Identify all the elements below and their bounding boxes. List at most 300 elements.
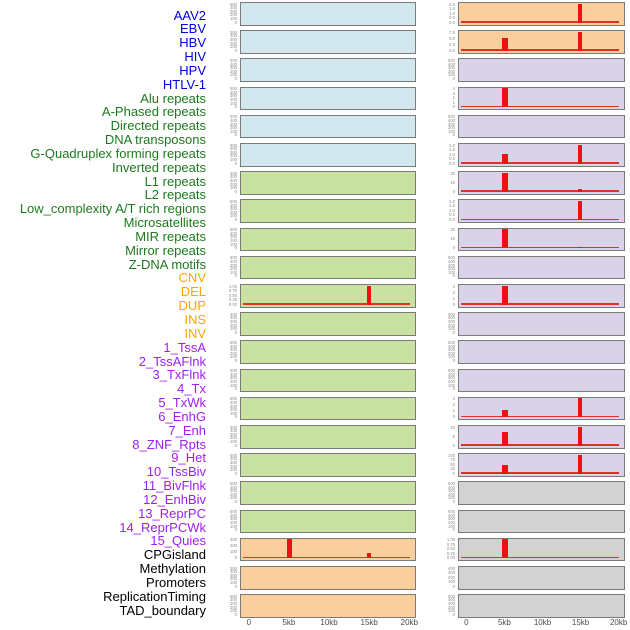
y-tick-label: 200: [229, 40, 237, 46]
y-tick-label: 0: [234, 330, 237, 335]
y-tick-label: 300: [229, 573, 237, 578]
y-tick-label: 400: [447, 61, 455, 67]
y-tick-label: 100: [229, 72, 237, 78]
y-tick-label: 0: [234, 358, 237, 363]
y-tick-label: 500: [447, 368, 455, 374]
y-tick-label: 0: [452, 612, 455, 617]
y-tick-label: 300: [229, 347, 237, 353]
y-tick-label: 400: [229, 400, 237, 405]
y-tick-label: 400: [229, 202, 237, 208]
x-tick-label: 10kb: [533, 618, 552, 627]
feature-label-10-tssbiv: 10_TssBiv: [146, 464, 206, 480]
y-tick-label: 0: [452, 358, 455, 363]
x-tick-label: 15kb: [360, 618, 378, 627]
y-tick-label: 2.0: [449, 1, 455, 7]
y-tick-label: 300: [229, 460, 237, 465]
feature-label-14-reprpcwk: 14_ReprPCWk: [119, 519, 206, 535]
y-tick-label: 0: [452, 245, 455, 251]
y-tick-label: 500: [447, 58, 455, 63]
y-tick-label: 300: [229, 537, 237, 543]
y-tick-label: 1: [452, 100, 455, 105]
feature-label-ins: INS: [184, 311, 206, 327]
signal-baseline: [243, 303, 410, 304]
signal-spike: [578, 427, 582, 446]
y-tick-label: 100: [229, 354, 237, 360]
track-inv: [458, 30, 625, 54]
track-15-quies: [458, 453, 625, 477]
signal-spike: [578, 455, 582, 474]
y-tick-label: 0: [234, 48, 237, 53]
track-2-tssaflnk: [458, 87, 625, 111]
y-tick-label: 200: [229, 210, 237, 215]
y-tick-label: 1.00: [446, 537, 455, 543]
track-4-tx: [458, 143, 625, 167]
y-tick-label: 500: [447, 481, 455, 486]
track-l1-repeats: [240, 340, 416, 364]
y-tick-label: 200: [447, 574, 455, 580]
y-tick-label: 200: [229, 153, 237, 159]
feature-label-mir-repeats: MIR repeats: [135, 228, 206, 244]
y-tick-label: 300: [447, 319, 455, 324]
signal-spike: [578, 398, 582, 417]
y-tick-label: 200: [229, 322, 237, 328]
track-ins: [458, 2, 625, 26]
y-tick-label: 200: [447, 266, 455, 272]
y-tick-label: 1.00: [228, 283, 237, 289]
y-tick-label: 200: [447, 520, 455, 525]
track-htlv-1: [240, 143, 416, 167]
signal-spike: [578, 32, 582, 51]
x-tick-label: 15kb: [571, 618, 590, 627]
y-tick-label: 0.0: [449, 217, 455, 222]
feature-label-g-quadruplex-forming-repeats: G-Quadruplex forming repeats: [30, 145, 206, 161]
track-hpv: [240, 115, 416, 139]
feature-label-low-complexity-a-t-rich-regions: Low_complexity A/T rich regions: [19, 201, 206, 217]
y-tick-label: 300: [229, 178, 237, 183]
signal-baseline: [243, 557, 410, 558]
y-tick-label: 5: [452, 433, 455, 439]
y-tick-label: 2: [452, 289, 455, 295]
y-tick-label: 500: [229, 1, 237, 7]
signal-baseline: [461, 416, 619, 417]
y-tick-label: 400: [447, 597, 455, 603]
y-tick-label: 0.5: [449, 15, 455, 21]
y-tick-label: 100: [447, 495, 455, 501]
y-tick-label: 0.00: [446, 555, 455, 561]
signal-spike: [578, 247, 582, 249]
y-tick-label: 20: [450, 171, 455, 176]
y-tick-label: 300: [447, 121, 455, 127]
y-tick-label: 0: [234, 612, 237, 617]
y-tick-label: 200: [229, 12, 237, 18]
feature-label-inv: INV: [184, 325, 206, 341]
feature-label-l2-repeats: L2 repeats: [144, 187, 206, 203]
track-mir-repeats: [240, 453, 416, 477]
feature-label-htlv-1: HTLV-1: [162, 76, 206, 92]
y-tick-label: 1.0: [449, 208, 455, 213]
track-a-phased-repeats: [240, 199, 416, 223]
y-tick-label: 100: [447, 382, 455, 388]
signal-baseline: [461, 21, 619, 22]
y-tick-label: 300: [229, 488, 237, 494]
y-tick-label: 400: [447, 259, 455, 264]
y-tick-label: 100: [229, 608, 237, 614]
y-tick-label: 200: [229, 238, 237, 243]
signal-baseline: [461, 303, 619, 304]
track-methylation: [458, 510, 625, 534]
y-tick-label: 0: [452, 76, 455, 81]
y-tick-label: 2.5: [449, 42, 455, 47]
feature-label-4-tx: 4_Tx: [177, 381, 206, 397]
y-tick-label: 200: [229, 435, 237, 441]
y-tick-label: 400: [447, 565, 455, 571]
y-tick-label: 0: [234, 414, 237, 420]
y-tick-label: 500: [229, 594, 237, 599]
y-tick-label: 0: [452, 386, 455, 392]
y-tick-label: 100: [447, 72, 455, 78]
y-tick-label: 400: [229, 456, 237, 462]
track-g-quadruplex-forming-repeats: [240, 284, 416, 308]
track-z-dna-motifs: [240, 510, 416, 534]
track-7-enh: [458, 228, 625, 252]
signal-spike: [502, 432, 508, 446]
track-inverted-repeats: [240, 312, 416, 336]
track-1-tssa: [458, 58, 625, 82]
y-tick-label: 2.0: [449, 142, 455, 148]
y-tick-label: 0: [452, 471, 455, 476]
y-tick-label: 3: [452, 283, 455, 289]
y-tick-label: 0: [452, 414, 455, 420]
y-tick-label: 500: [229, 396, 237, 402]
y-tick-label: 100: [229, 467, 237, 473]
y-tick-label: 300: [229, 432, 237, 437]
y-tick-label: 500: [229, 199, 237, 204]
feature-label-z-dna-motifs: Z-DNA motifs: [128, 256, 206, 272]
y-tick-label: 400: [229, 5, 237, 11]
y-tick-label: 1.5: [449, 203, 455, 209]
y-tick-label: 100: [229, 382, 237, 388]
y-tick-label: 300: [447, 375, 455, 381]
y-tick-label: 0.50: [228, 292, 237, 298]
y-tick-label: 300: [229, 37, 237, 42]
y-tick-label: 200: [229, 576, 237, 582]
feature-label-alu-repeats: Alu repeats: [140, 90, 206, 106]
y-tick-label: 100: [229, 439, 237, 444]
y-tick-label: 0.5: [449, 212, 455, 218]
y-tick-label: 300: [447, 601, 455, 606]
y-tick-label: 100: [229, 213, 237, 219]
track-low-complexity-a-t-rich-regions: [240, 397, 416, 421]
y-tick-label: 100: [229, 580, 237, 585]
y-tick-label: 500: [229, 509, 237, 515]
y-tick-label: 0.0: [449, 48, 455, 53]
y-tick-label: 1.0: [449, 10, 455, 16]
y-tick-label: 2.0: [449, 199, 455, 204]
y-tick-label: 0.25: [446, 551, 455, 556]
y-tick-label: 300: [447, 570, 455, 576]
track-6-enhg: [458, 199, 625, 223]
y-tick-label: 300: [447, 65, 455, 71]
y-tick-label: 400: [229, 259, 237, 264]
y-tick-label: 200: [447, 351, 455, 356]
y-tick-label: 400: [229, 428, 237, 434]
signal-spike: [502, 286, 508, 305]
signal-spike: [502, 410, 508, 418]
feature-label-hpv: HPV: [179, 62, 206, 78]
y-tick-label: 200: [229, 181, 237, 187]
y-tick-label: 0: [452, 104, 455, 110]
y-tick-label: 300: [229, 516, 237, 522]
signal-spike: [502, 229, 508, 248]
y-tick-label: 0: [234, 471, 237, 476]
x-tick-label: 0: [464, 618, 469, 627]
track-8-znf-rpts: [458, 256, 625, 280]
y-tick-label: 100: [229, 241, 237, 247]
track-cnv: [240, 538, 416, 562]
y-tick-label: 0.50: [446, 546, 455, 552]
y-tick-label: 500: [447, 255, 455, 261]
y-tick-label: 100: [229, 523, 237, 529]
y-tick-label: 500: [229, 424, 237, 430]
feature-label-1-tssa: 1_TssA: [163, 339, 206, 355]
track-13-reprpc: [458, 397, 625, 421]
y-tick-label: 0: [234, 527, 237, 533]
y-tick-label: 0.00: [228, 301, 237, 307]
signal-baseline: [461, 247, 619, 248]
y-tick-label: 500: [229, 312, 237, 317]
y-tick-label: 300: [447, 488, 455, 494]
y-tick-label: 200: [229, 125, 237, 131]
y-tick-label: 0: [234, 19, 237, 25]
signal-baseline: [461, 444, 619, 445]
feature-label-11-bivflnk: 11_BivFlnk: [142, 478, 206, 494]
feature-label-dup: DUP: [178, 298, 206, 314]
y-tick-label: 100: [447, 453, 455, 458]
y-tick-label: 0.75: [228, 288, 237, 294]
signal-spike: [367, 553, 371, 558]
y-tick-label: 500: [447, 312, 455, 317]
y-tick-label: 100: [229, 185, 237, 191]
y-tick-label: 300: [229, 262, 237, 268]
track-hbv: [240, 58, 416, 82]
y-tick-label: 0.5: [449, 156, 455, 162]
y-tick-label: 500: [229, 227, 237, 233]
y-tick-label: 100: [447, 270, 455, 275]
y-tick-label: 100: [229, 129, 237, 134]
y-tick-label: 0: [234, 76, 237, 81]
track-mirror-repeats: [240, 481, 416, 505]
y-tick-label: 1: [452, 295, 455, 301]
feature-label-3-txflnk: 3_TxFlnk: [152, 367, 206, 383]
y-tick-label: 0: [452, 330, 455, 335]
y-tick-label: 400: [447, 343, 455, 349]
y-tick-label: 1.0: [449, 151, 455, 157]
y-tick-label: 400: [229, 597, 237, 603]
y-tick-label: 300: [229, 150, 237, 155]
track-replicationtiming: [458, 566, 625, 590]
y-tick-label: 300: [447, 516, 455, 522]
feature-label-15-quies: 15_Quies: [150, 533, 206, 549]
track-tad-boundary: [458, 594, 625, 618]
feature-label-replicationtiming: ReplicationTiming: [103, 588, 206, 604]
y-tick-label: 1.5: [449, 147, 455, 153]
y-tick-label: 200: [447, 379, 455, 384]
y-tick-label: 400: [447, 372, 455, 377]
y-tick-label: 0.75: [446, 542, 455, 547]
x-tick-label: 5kb: [497, 618, 511, 627]
y-tick-label: 400: [229, 146, 237, 152]
y-tick-label: 500: [229, 114, 237, 120]
y-tick-label: 100: [229, 270, 237, 275]
y-tick-label: 100: [447, 523, 455, 529]
y-tick-label: 400: [229, 61, 237, 67]
y-tick-label: 400: [229, 484, 237, 490]
track-ebv: [240, 30, 416, 54]
y-tick-label: 400: [229, 315, 237, 321]
y-tick-label: 200: [447, 604, 455, 610]
track-10-tssbiv: [458, 312, 625, 336]
y-tick-label: 0: [234, 442, 237, 448]
signal-baseline: [461, 557, 619, 558]
feature-label-13-reprpc: 13_ReprPC: [138, 505, 206, 521]
track-hiv: [240, 87, 416, 111]
y-tick-label: 200: [229, 604, 237, 610]
y-tick-label: 0: [234, 273, 237, 279]
feature-label-12-enhbiv: 12_EnhBiv: [143, 491, 206, 507]
y-tick-label: 0: [234, 160, 237, 166]
y-tick-label: 100: [447, 326, 455, 332]
signal-spike: [578, 201, 582, 220]
y-tick-label: 200: [229, 97, 237, 102]
y-tick-label: 1: [452, 408, 455, 414]
feature-label-dna-transposons: DNA transposons: [104, 132, 206, 148]
y-tick-label: 100: [229, 157, 237, 162]
y-tick-label: 0: [452, 189, 455, 194]
y-tick-label: 3: [452, 396, 455, 402]
track-dup: [240, 594, 416, 618]
track-14-reprpcwk: [458, 425, 625, 449]
y-tick-label: 500: [229, 481, 237, 486]
y-tick-label: 1.5: [449, 6, 455, 12]
y-tick-label: 200: [229, 407, 237, 413]
y-tick-label: 300: [229, 234, 237, 240]
y-tick-label: 0: [452, 301, 455, 307]
feature-label-hbv: HBV: [179, 35, 206, 51]
feature-label-tad-boundary: TAD_boundary: [119, 602, 206, 618]
feature-label-directed-repeats: Directed repeats: [110, 118, 206, 134]
y-tick-label: 500: [229, 142, 237, 148]
y-tick-label: 0: [452, 527, 455, 533]
y-tick-label: 200: [229, 463, 237, 469]
y-tick-label: 500: [447, 114, 455, 120]
feature-label-9-het: 9_Het: [171, 450, 206, 466]
y-tick-label: 3: [452, 91, 455, 96]
y-tick-label: 300: [447, 262, 455, 268]
feature-label-6-enhg: 6_EnhG: [158, 408, 206, 424]
y-tick-label: 400: [229, 118, 237, 123]
track-9-het: [458, 284, 625, 308]
y-tick-label: 0: [234, 189, 237, 194]
y-tick-label: 300: [229, 93, 237, 99]
y-tick-label: 0: [234, 132, 237, 138]
y-tick-label: 400: [229, 90, 237, 95]
y-tick-label: 300: [229, 206, 237, 212]
signal-baseline: [461, 190, 619, 191]
track-microsatellites: [240, 425, 416, 449]
signal-baseline: [461, 106, 619, 107]
track-12-enhbiv: [458, 369, 625, 393]
feature-label-cpgisland: CPGisland: [143, 547, 206, 563]
track-l2-repeats: [240, 369, 416, 393]
track-aav2: [240, 2, 416, 26]
y-tick-label: 300: [229, 319, 237, 324]
y-tick-label: 500: [229, 368, 237, 374]
y-tick-label: 500: [229, 453, 237, 458]
track-5-txwk: [458, 171, 625, 195]
signal-spike: [578, 4, 582, 23]
track-3-txflnk: [458, 115, 625, 139]
y-tick-label: 500: [447, 340, 455, 345]
y-tick-label: 75: [450, 457, 455, 463]
signal-baseline: [461, 219, 619, 220]
y-tick-label: 100: [229, 549, 237, 555]
y-tick-label: 200: [229, 543, 237, 549]
y-tick-label: 400: [229, 569, 237, 575]
y-tick-label: 0: [452, 273, 455, 279]
y-tick-label: 400: [447, 484, 455, 490]
track-11-bivflnk: [458, 340, 625, 364]
feature-label-8-znf-rpts: 8_ZNF_Rpts: [132, 436, 206, 452]
feature-label-7-enh: 7_Enh: [168, 422, 206, 438]
signal-spike: [578, 189, 582, 191]
y-tick-label: 100: [447, 579, 455, 585]
feature-label-cnv: CNV: [178, 270, 206, 286]
y-tick-label: 0: [234, 499, 237, 504]
y-tick-label: 2: [452, 402, 455, 408]
y-tick-label: 0: [234, 104, 237, 110]
y-tick-label: 300: [229, 375, 237, 381]
y-tick-label: 200: [447, 69, 455, 74]
feature-label-methylation: Methylation: [139, 561, 206, 577]
y-tick-label: 50: [450, 462, 455, 467]
y-tick-label: 0: [452, 499, 455, 504]
y-tick-label: 200: [447, 322, 455, 328]
y-tick-label: 200: [229, 492, 237, 497]
y-tick-label: 300: [229, 121, 237, 127]
y-tick-label: 400: [229, 174, 237, 180]
y-tick-label: 300: [229, 65, 237, 71]
x-tick-label: 5kb: [282, 618, 296, 627]
signal-spike: [578, 145, 582, 164]
y-tick-label: 200: [447, 492, 455, 497]
y-tick-label: 400: [447, 118, 455, 123]
y-tick-label: 0: [234, 245, 237, 251]
track-alu-repeats: [240, 171, 416, 195]
y-tick-label: 500: [447, 594, 455, 599]
signal-spike: [502, 38, 508, 50]
y-tick-label: 0: [234, 555, 237, 561]
y-tick-label: 20: [450, 227, 455, 233]
y-tick-label: 5.0: [449, 36, 455, 41]
y-tick-label: 400: [229, 372, 237, 377]
x-tick-label: 20kb: [400, 618, 418, 627]
track-promoters: [458, 538, 625, 562]
feature-label-hiv: HIV: [184, 49, 206, 65]
y-tick-label: 100: [447, 129, 455, 134]
y-tick-label: 200: [447, 125, 455, 131]
y-tick-label: 100: [229, 326, 237, 332]
y-tick-label: 200: [229, 379, 237, 384]
